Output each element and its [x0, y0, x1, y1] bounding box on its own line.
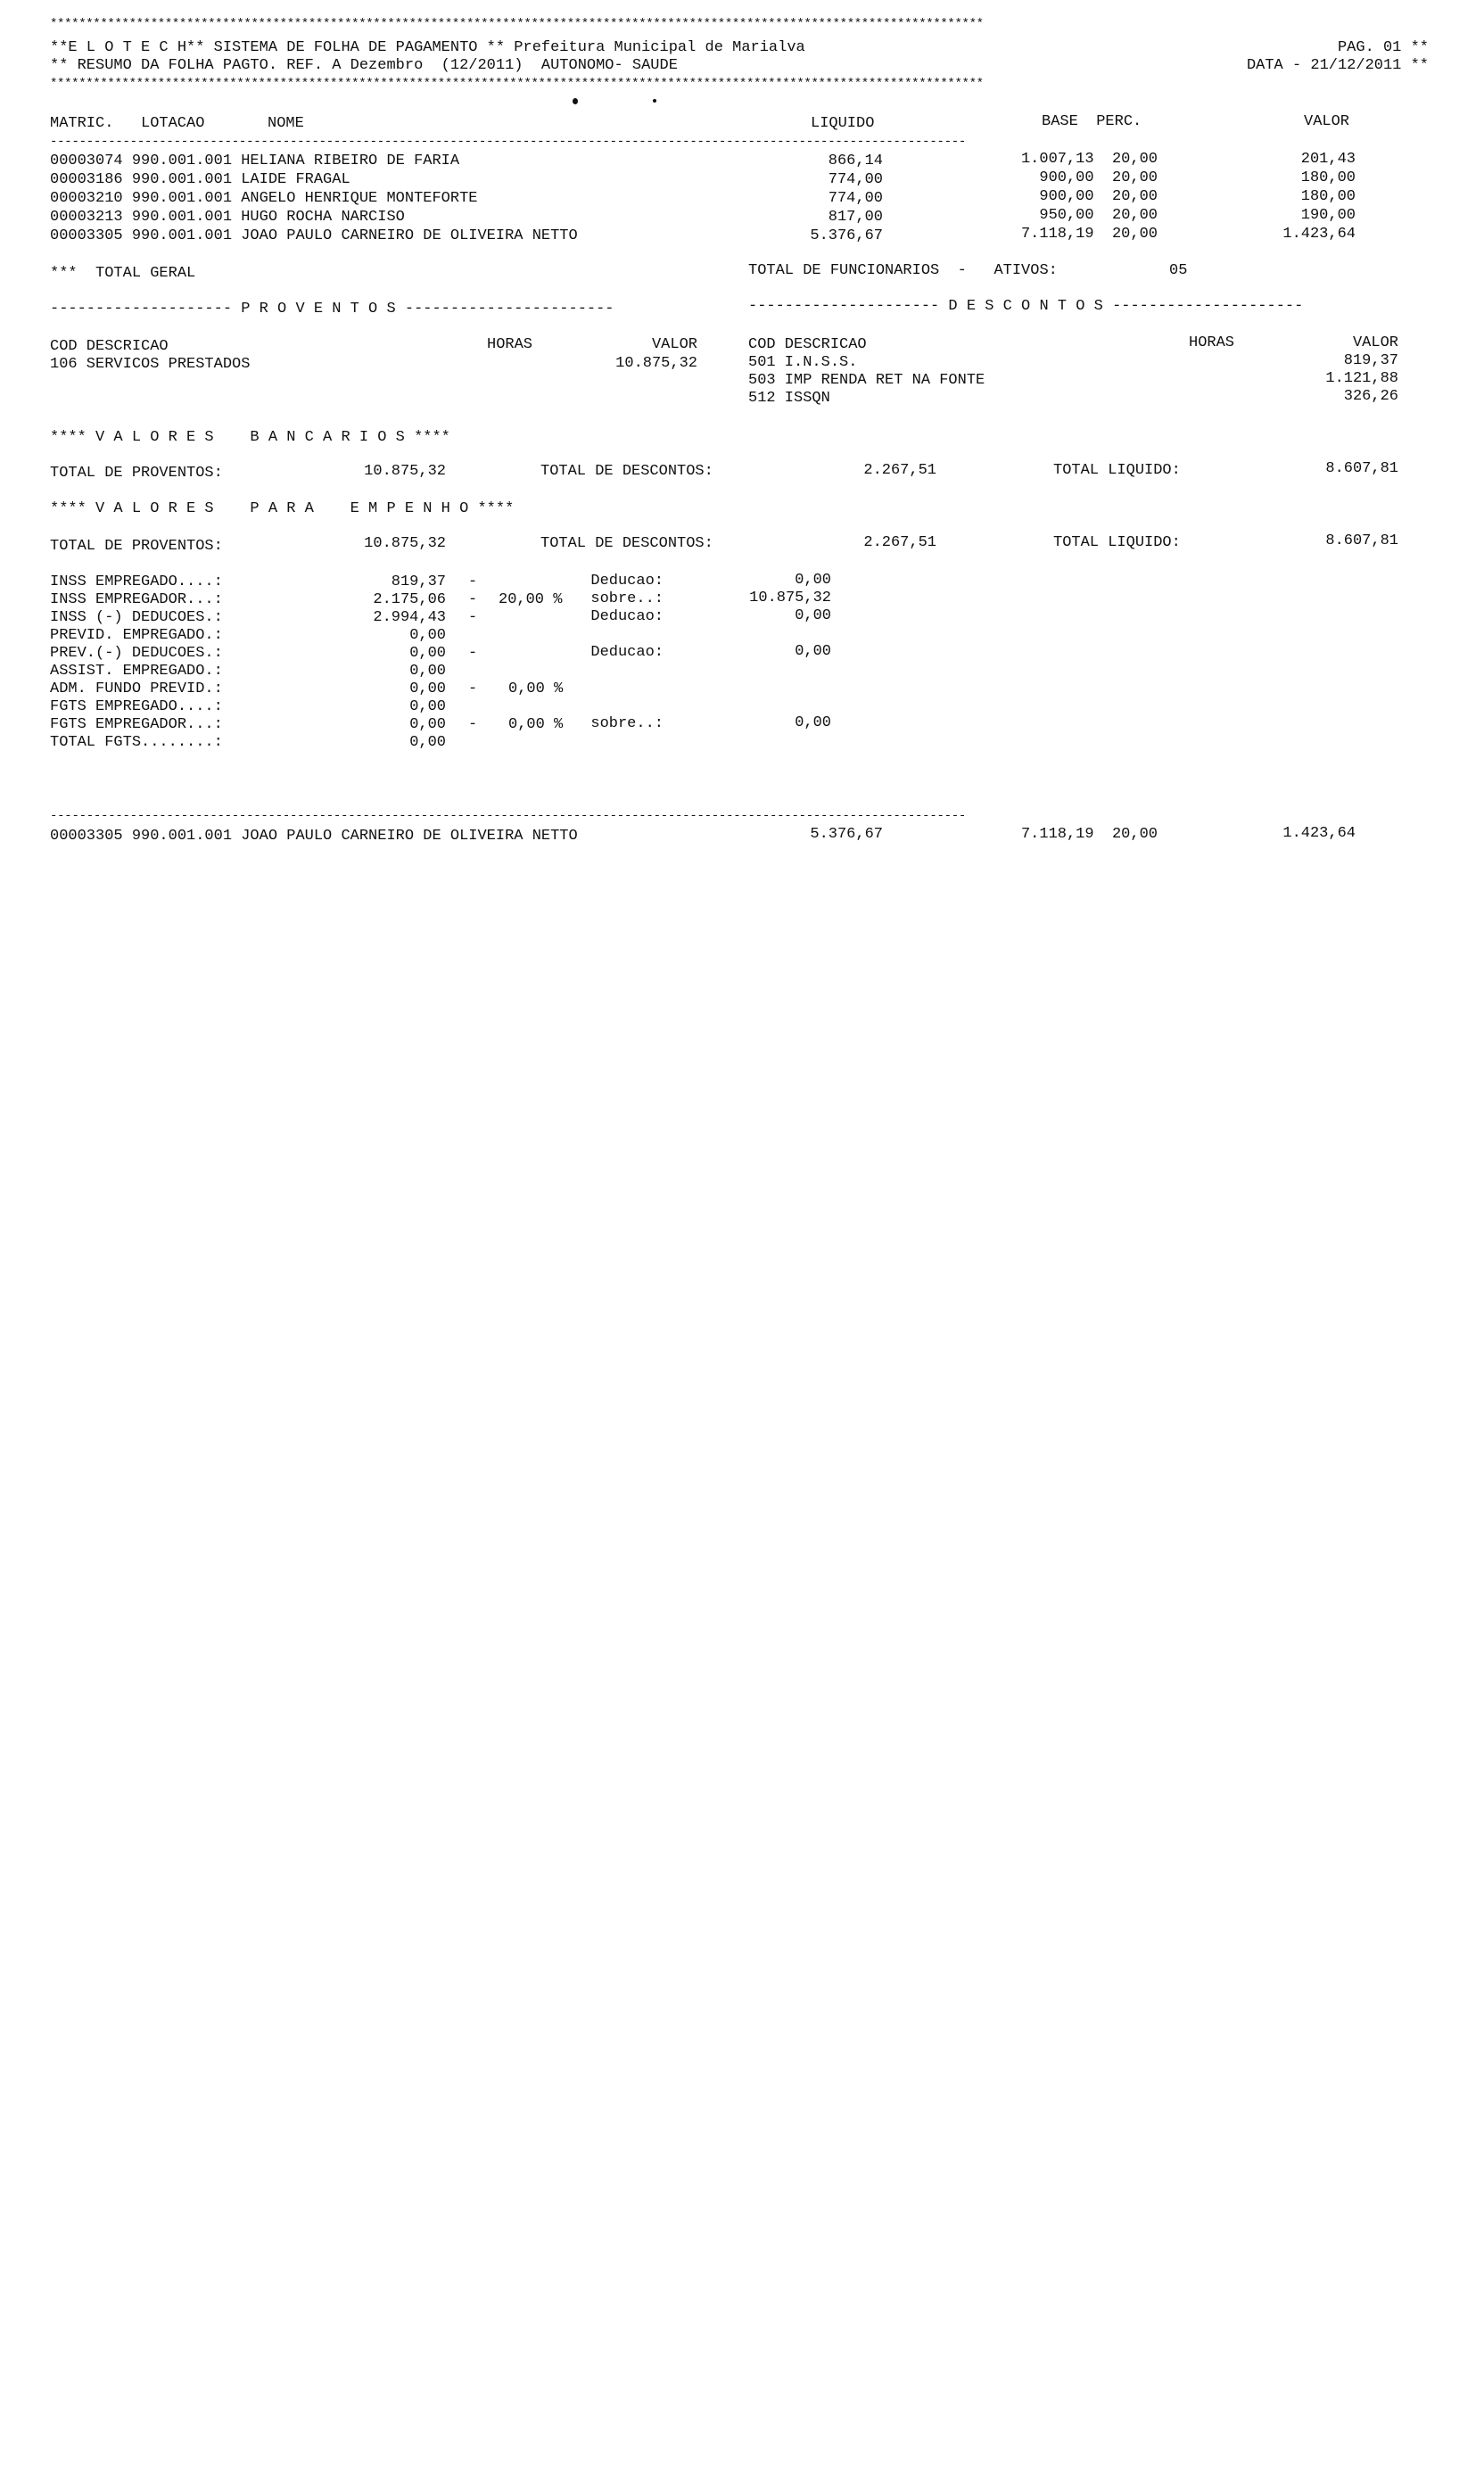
empenho-proventos-label: TOTAL DE PROVENTOS: [50, 538, 223, 555]
bancarios-liquido-label: TOTAL LIQUIDO: [1053, 462, 1181, 479]
encargo-amount: 0,00 [795, 714, 831, 731]
encargo-desc: Deducao: [590, 644, 664, 661]
encargo-value: 0,00 [409, 680, 446, 697]
encargo-label: INSS EMPREGADO....: [50, 573, 223, 590]
encargo-value: 0,00 [409, 645, 446, 662]
table-row-name: 00003074 990.001.001 HELIANA RIBEIRO DE FARIA [50, 153, 460, 169]
bancarios-liquido-value: 8.607,81 [1325, 460, 1398, 477]
total-geral-label: *** TOTAL GERAL [50, 265, 196, 282]
table-row-liquido: 774,00 [828, 171, 883, 188]
encargo-amount: 0,00 [795, 643, 831, 660]
encargo-desc: Deducao: [590, 608, 664, 625]
encargo-label: PREVID. EMPREGADO.: [50, 627, 223, 644]
table-row-name: 00003305 990.001.001 JOAO PAULO CARNEIRO DE OLIVEIRA NETTO [50, 227, 578, 244]
report-date: DATA - 21/12/2011 ** [1246, 57, 1429, 74]
col-valor: VALOR [1304, 113, 1350, 130]
table-row-valor: 190,00 [1300, 207, 1356, 224]
encargo-label: ASSIST. EMPREGADO.: [50, 663, 223, 680]
encargo-value: 0,00 [409, 627, 446, 644]
table-row-base-perc: 900,00 20,00 [1039, 188, 1158, 205]
table-row-liquido: 866,14 [828, 153, 883, 169]
table-header-rule: ------------------------------------------------------------------------------------------------------------------------------ [50, 135, 967, 149]
encargo-amount: 10.875,32 [749, 590, 831, 606]
encargo-dash: - [468, 591, 478, 608]
encargo-dash: - [468, 645, 478, 662]
encargo-label: TOTAL FGTS........: [50, 734, 223, 751]
encargo-value: 0,00 [409, 734, 446, 751]
header-report-line: ** RESUMO DA FOLHA PAGTO. REF. A Dezembro (12/2011) AUTONOMO- SAUDE [50, 57, 678, 74]
table-row-base-perc: 7.118,19 20,00 [1020, 226, 1158, 243]
table-row-valor: 1.423,64 [1282, 226, 1356, 243]
desconto-item-valor: 326,26 [1343, 388, 1398, 405]
col-nome: NOME [268, 115, 304, 132]
encargo-amount: 0,00 [795, 572, 831, 589]
scan-mark [653, 99, 656, 103]
encargo-label: INSS (-) DEDUCOES.: [50, 609, 223, 626]
footer-rule: ------------------------------------------------------------------------------------------------------------------------------ [50, 809, 967, 823]
table-row-name: 00003213 990.001.001 HUGO ROCHA NARCISO [50, 209, 405, 226]
col-liquido: LIQUIDO [811, 115, 875, 132]
total-funcionarios-label: TOTAL DE FUNCIONARIOS - ATIVOS: [748, 262, 1058, 279]
table-row-valor: 180,00 [1300, 169, 1356, 186]
encargo-desc: Deducao: [590, 573, 664, 590]
encargo-value: 0,00 [409, 663, 446, 680]
encargo-value: 819,37 [391, 573, 446, 590]
table-row-liquido: 774,00 [828, 190, 883, 207]
footer-row-liquido: 5.376,67 [810, 826, 883, 843]
table-row-base-perc: 950,00 20,00 [1039, 207, 1158, 224]
table-row-liquido: 5.376,67 [810, 227, 883, 244]
encargo-dash: - [468, 680, 478, 697]
empenho-liquido-value: 8.607,81 [1325, 532, 1398, 549]
encargo-percent: 20,00 % [499, 591, 563, 608]
empenho-descontos-value: 2.267,51 [863, 534, 936, 551]
descontos-col-desc: COD DESCRICAO [748, 336, 867, 353]
bancarios-proventos-label: TOTAL DE PROVENTOS: [50, 465, 223, 482]
encargo-value: 2.175,06 [373, 591, 446, 608]
encargo-label: FGTS EMPREGADO....: [50, 698, 223, 715]
scan-mark [573, 98, 578, 104]
ativos-count: 05 [1169, 262, 1188, 279]
encargo-percent: 0,00 % [508, 680, 564, 697]
desconto-item: 501 I.N.S.S. [748, 354, 858, 371]
empenho-title: **** V A L O R E S P A R A E M P E N H O **** [50, 500, 515, 517]
encargo-desc: sobre..: [590, 715, 664, 732]
table-row-name: 00003186 990.001.001 LAIDE FRAGAL [50, 171, 350, 188]
proventos-header: -------------------- P R O V E N T O S ----------------------- [50, 301, 614, 318]
encargo-desc: sobre..: [590, 590, 664, 607]
desconto-item-valor: 819,37 [1343, 352, 1398, 369]
encargo-amount: 0,00 [795, 607, 831, 624]
encargo-label: PREV.(-) DEDUCOES.: [50, 645, 223, 662]
col-matric: MATRIC. [50, 115, 114, 132]
descontos-col-valor: VALOR [1352, 334, 1398, 351]
header-stars-top: ********************************************************************************************************************************** [50, 17, 984, 31]
encargo-value: 2.994,43 [373, 609, 446, 626]
descontos-header: --------------------- D E S C O N T O S --------------------- [748, 298, 1304, 315]
desconto-item: 503 IMP RENDA RET NA FONTE [748, 372, 985, 389]
encargo-value: 0,00 [409, 698, 446, 715]
bancarios-proventos-value: 10.875,32 [364, 463, 446, 480]
table-row-valor: 180,00 [1300, 188, 1356, 205]
bancarios-title: **** V A L O R E S B A N C A R I O S **** [50, 429, 450, 446]
header-title-line: **E L O T E C H** SISTEMA DE FOLHA DE PAGAMENTO ** Prefeitura Municipal de Marialva [50, 39, 805, 56]
bancarios-descontos-label: TOTAL DE DESCONTOS: [540, 463, 713, 480]
provento-item-valor: 10.875,32 [615, 355, 697, 372]
footer-row-base-perc: 7.118,19 20,00 [1020, 826, 1158, 843]
encargo-label: INSS EMPREGADOR...: [50, 591, 223, 608]
encargo-percent: 0,00 % [508, 716, 564, 733]
empenho-descontos-label: TOTAL DE DESCONTOS: [540, 535, 713, 552]
empenho-proventos-value: 10.875,32 [364, 535, 446, 552]
footer-row-name: 00003305 990.001.001 JOAO PAULO CARNEIRO DE OLIVEIRA NETTO [50, 828, 578, 845]
desconto-item-valor: 1.121,88 [1325, 370, 1398, 387]
col-base-perc: BASE PERC. [1042, 113, 1142, 130]
encargo-dash: - [468, 716, 478, 733]
proventos-col-horas: HORAS [487, 336, 533, 353]
table-row-liquido: 817,00 [828, 209, 883, 226]
col-lotacao: LOTACAO [141, 115, 205, 132]
encargo-dash: - [468, 573, 478, 590]
encargo-label: FGTS EMPREGADOR...: [50, 716, 223, 733]
bancarios-descontos-value: 2.267,51 [863, 462, 936, 479]
encargo-dash: - [468, 609, 478, 626]
encargo-value: 0,00 [409, 716, 446, 733]
table-row-name: 00003210 990.001.001 ANGELO HENRIQUE MONTEFORTE [50, 190, 478, 207]
empenho-liquido-label: TOTAL LIQUIDO: [1053, 534, 1181, 551]
desconto-item: 512 ISSQN [748, 390, 830, 407]
proventos-col-desc: COD DESCRICAO [50, 338, 169, 355]
proventos-col-valor: VALOR [651, 336, 697, 353]
table-row-base-perc: 900,00 20,00 [1039, 169, 1158, 186]
provento-item: 106 SERVICOS PRESTADOS [50, 356, 251, 373]
header-stars-bottom: ********************************************************************************************************************************** [50, 77, 984, 91]
table-row-base-perc: 1.007,13 20,00 [1020, 151, 1158, 168]
footer-row-valor: 1.423,64 [1282, 825, 1356, 842]
encargo-label: ADM. FUNDO PREVID.: [50, 680, 223, 697]
table-row-valor: 201,43 [1300, 151, 1356, 168]
descontos-col-horas: HORAS [1189, 334, 1235, 351]
page-number: PAG. 01 ** [1337, 39, 1429, 56]
